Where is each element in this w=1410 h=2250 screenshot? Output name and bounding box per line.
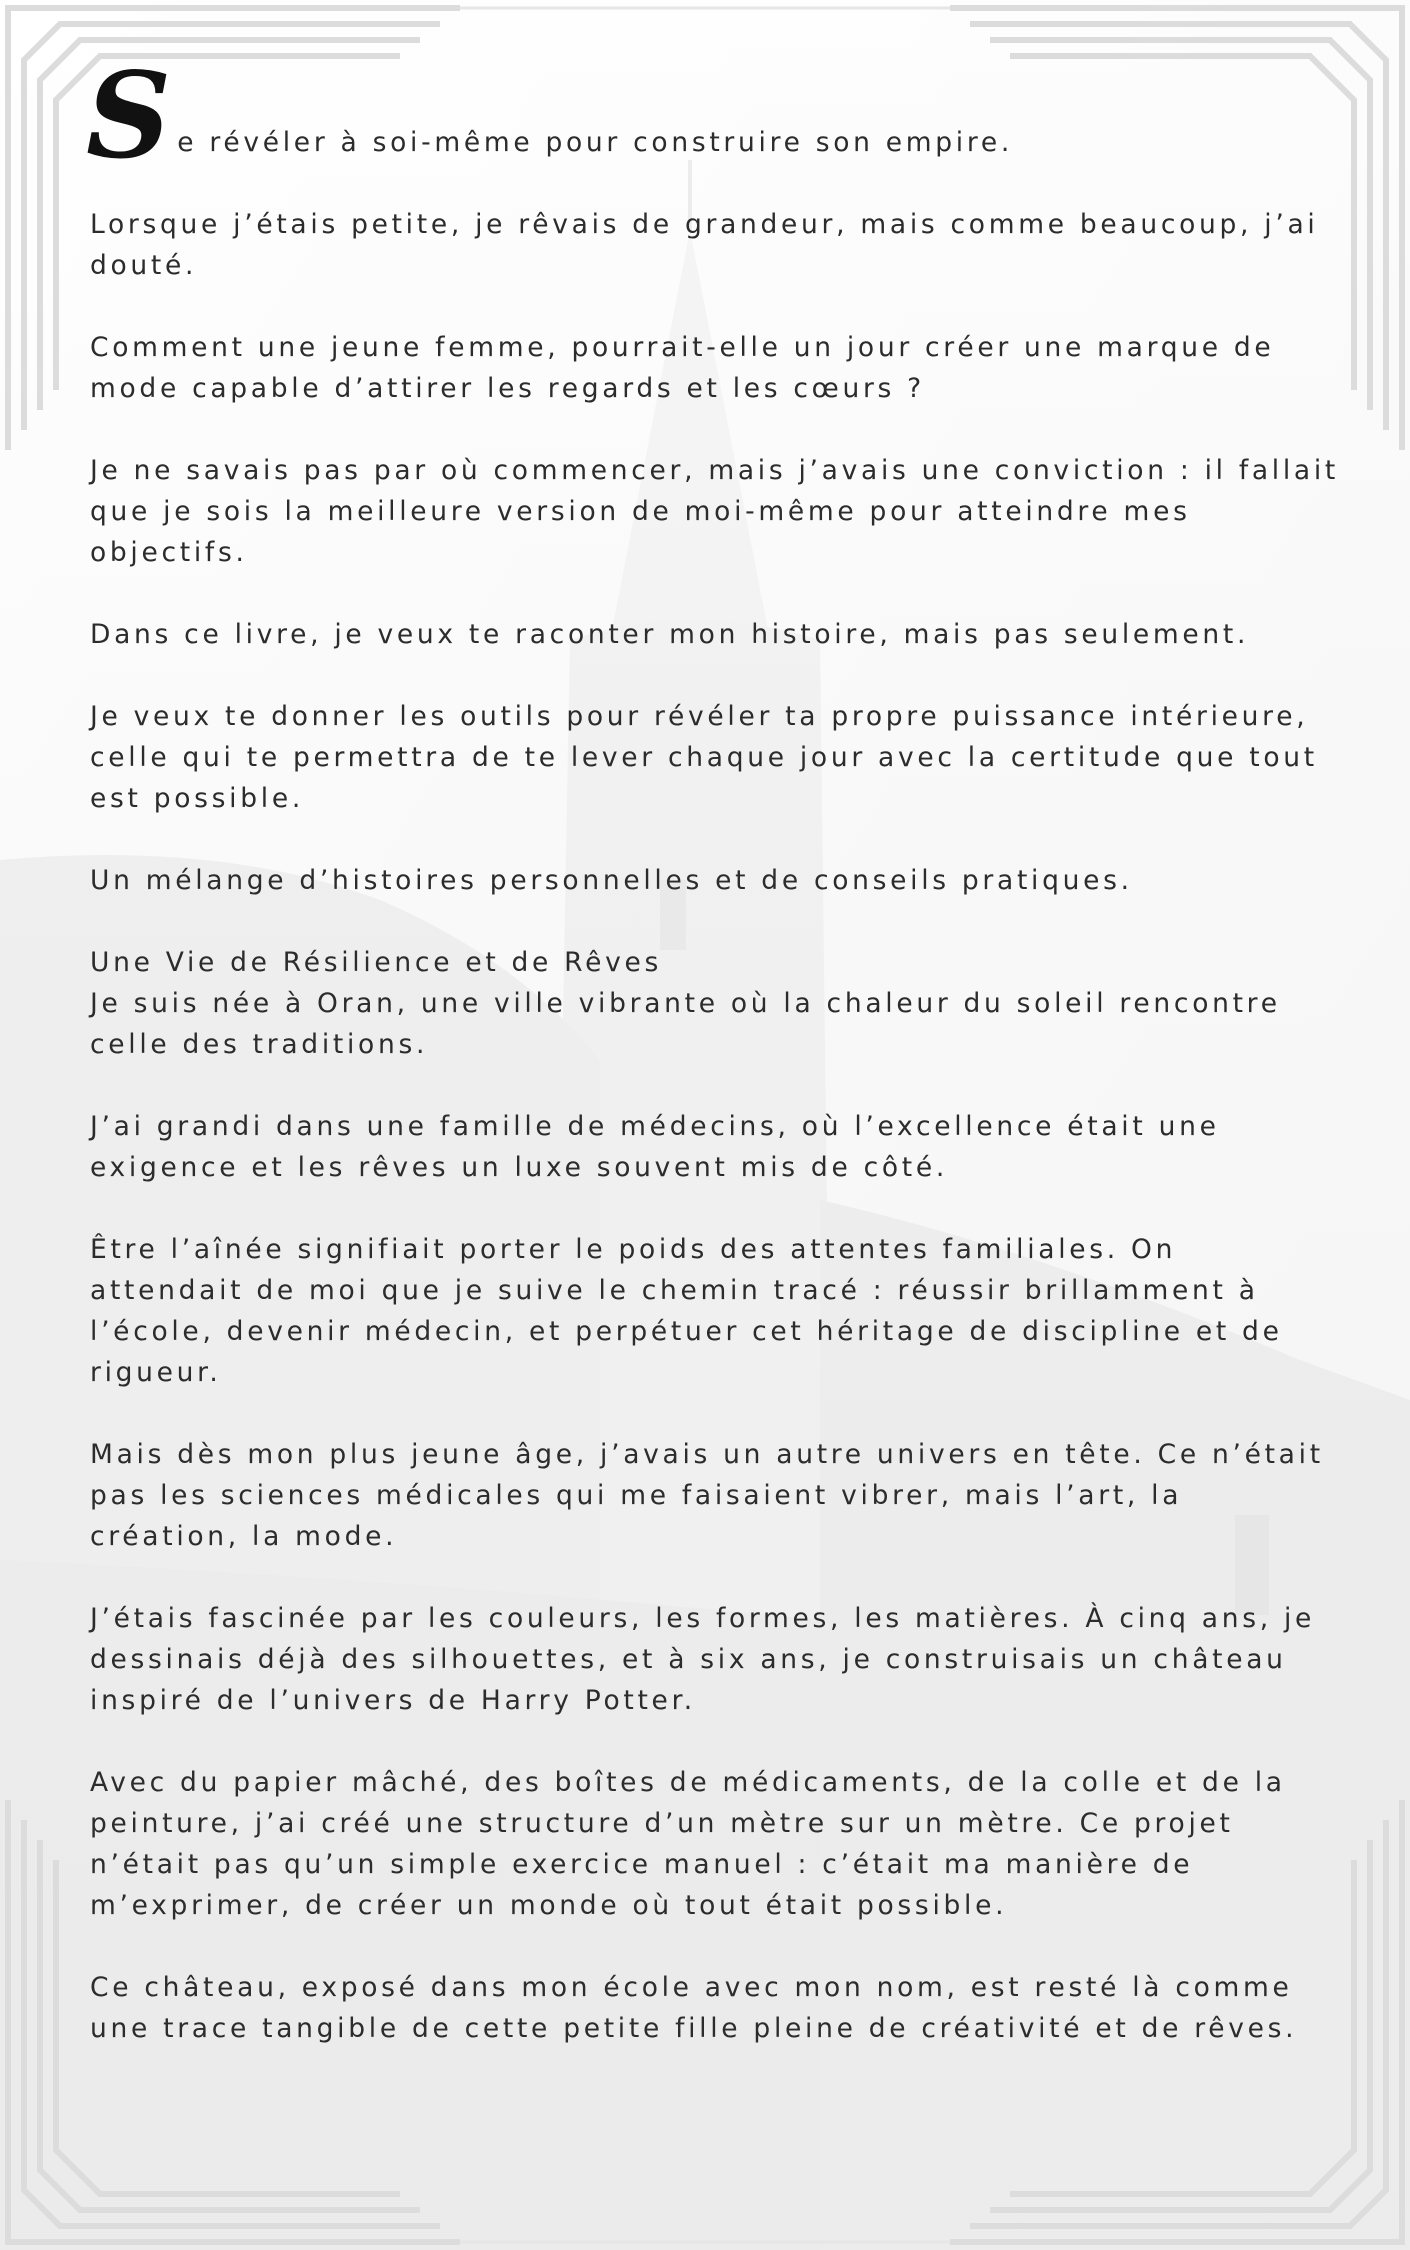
paragraph: Comment une jeune femme, pourrait-elle un jour créer une marque de mode capable d’attirer les regards et les cœurs ? (90, 332, 1275, 404)
paragraph: Je veux te donner les outils pour révéler ta propre puissance intérieure, celle qui te permettra de te lever chaque jour avec la certitude que tout est possible. (90, 701, 1318, 814)
paragraph: Être l’aînée signifiait porter le poids des attentes familiales. On attendait de moi que je suive le chemin tracé : réussir brillamment à l’école, devenir médecin, et perpétuer cet héritage de discipline et de rigueur. (90, 1234, 1283, 1388)
paragraph: Lorsque j’étais petite, je rêvais de grandeur, mais comme beaucoup, j’ai douté. (90, 209, 1319, 281)
drop-cap: S (86, 46, 172, 185)
opening-paragraph (86, 46, 1340, 185)
opening-text: e révéler à soi-même pour construire son empire. (177, 127, 1013, 158)
paragraph: J’étais fascinée par les couleurs, les formes, les matières. À cinq ans, je dessinais déjà des silhouettes, et à six ans, je construisais un château inspiré de l’univers de Harry Potter. (90, 1603, 1316, 1716)
section-block (90, 942, 1340, 1065)
section-title: Une Vie de Résilience et de Rêves (90, 947, 663, 978)
paragraph: Dans ce livre, je veux te raconter mon histoire, mais pas seulement. (90, 619, 1250, 650)
paragraph: Je suis née à Oran, une ville vibrante où la chaleur du soleil rencontre celle des traditions. (90, 988, 1281, 1060)
paragraph: Un mélange d’histoires personnelles et de conseils pratiques. (90, 865, 1133, 896)
paragraph: Mais dès mon plus jeune âge, j’avais un autre univers en tête. Ce n’était pas les sciences médicales qui me faisaient vibrer, mais l’art, la création, la mode. (90, 1439, 1324, 1552)
document-body (86, 46, 1340, 2090)
paragraph: Ce château, exposé dans mon école avec mon nom, est resté là comme une trace tangible de cette petite fille pleine de créativité et de rêves. (90, 1972, 1298, 2044)
paragraph: J’ai grandi dans une famille de médecins, où l’excellence était une exigence et les rêves un luxe souvent mis de côté. (90, 1111, 1220, 1183)
paragraph: Je ne savais pas par où commencer, mais j’avais une conviction : il fallait que je sois la meilleure version de moi-même pour atteindre mes objectifs. (90, 455, 1340, 568)
paragraph: Avec du papier mâché, des boîtes de médicaments, de la colle et de la peinture, j’ai créé une structure d’un mètre sur un mètre. Ce projet n’était pas qu’un simple exercice manuel : c’était ma manière de m’exprimer, de créer un monde où tout était possible. (90, 1767, 1286, 1921)
